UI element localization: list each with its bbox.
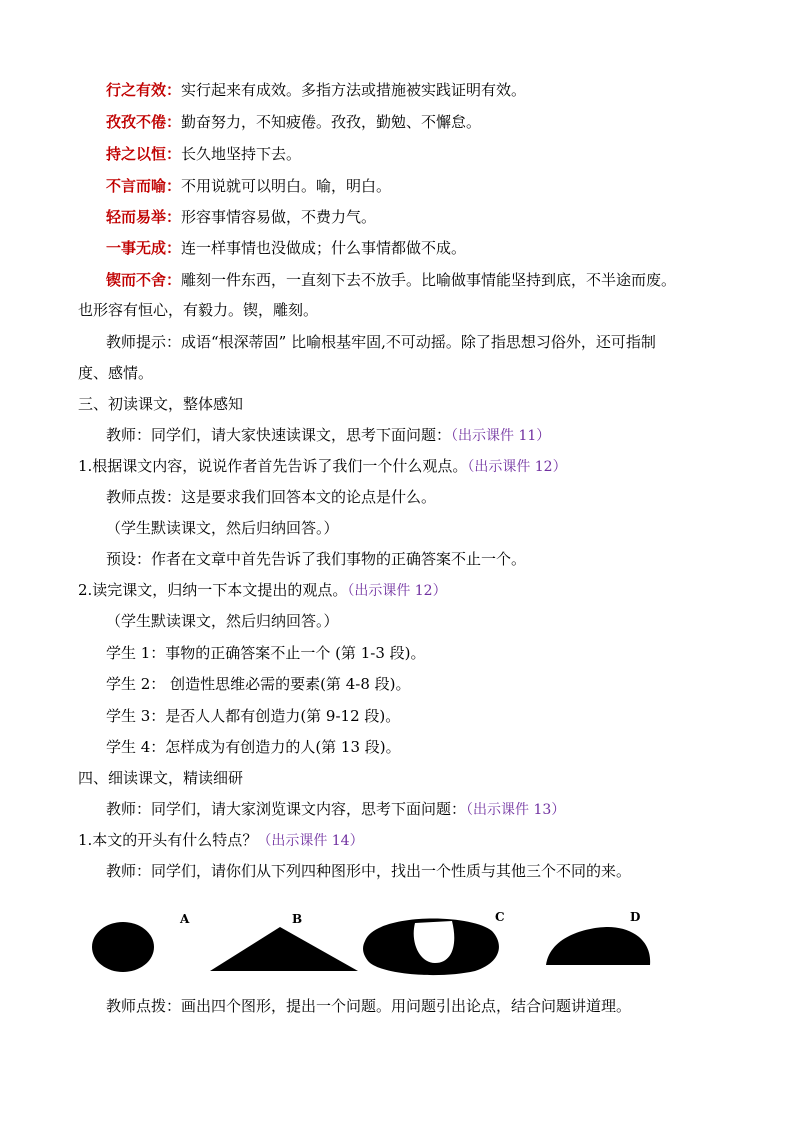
slide-ref: （出示课件 12） — [347, 583, 447, 599]
teacher-point: 教师点拨：画出四个图形，提出一个问题。用问题引出论点，结合问题讲道理。 — [106, 997, 632, 1015]
teacher-tip: 教师提示：成语“根深蒂固” 比喻根基牢固,不可动摇。除了指思想习俗外，还可指制 — [106, 333, 656, 351]
teacher-prompt-text: 教师：同学们，请大家浏览课文内容，思考下面问题： — [106, 800, 467, 818]
section-heading: 三、初读课文，整体感知 — [78, 395, 244, 413]
idiom-desc: 形容事情容易做，不费力气。 — [181, 208, 377, 226]
idiom-term: 轻而易举： — [106, 208, 182, 226]
idiom-desc: 实行起来有成效。多指方法或措施被实践证明有效。 — [181, 81, 527, 99]
preset-answer: 预设：作者在文章中首先告诉了我们事物的正确答案不止一个。 — [106, 550, 527, 568]
question-text: 2.读完课文，归纳一下本文提出的观点。 — [78, 581, 348, 599]
teacher-prompt — [106, 799, 565, 820]
idiom-term: 一事无成： — [106, 239, 182, 257]
slide-ref: （出示课件 14） — [257, 833, 364, 849]
teacher-point: 教师点拨：这是要求我们回答本文的论点是什么。 — [106, 488, 437, 506]
student-answer: 学生 3：是否人人都有创造力(第 9-12 段)。 — [106, 707, 401, 725]
student-answer: 学生 1：事物的正确答案不止一个 (第 1-3 段)。 — [106, 644, 426, 662]
question — [78, 580, 447, 601]
idiom-term: 持之以恒： — [106, 145, 182, 163]
shape-d-label: D — [630, 910, 641, 924]
student-answer: 学生 4：怎样成为有创造力的人(第 13 段)。 — [106, 738, 401, 756]
shape-b-triangle — [210, 927, 358, 971]
student-note: （学生默读课文，然后归纳回答。） — [106, 519, 339, 537]
idiom-line — [106, 207, 376, 227]
idiom-desc-continued: 也形容有恒心，有毅力。锲，雕刻。 — [78, 301, 319, 319]
student-answer: 学生 2： 创造性思维必需的要素(第 4-8 段)。 — [106, 675, 411, 693]
teacher-tip-continued: 度、感情。 — [78, 364, 154, 382]
idiom-term: 不言而喻： — [106, 177, 182, 195]
idiom-desc: 长久地坚持下去。 — [181, 145, 302, 163]
idiom-desc: 连一样事情也没做成；什么事情都做不成。 — [181, 239, 467, 257]
shape-a-label: A — [180, 912, 190, 926]
question-text: 1.根据课文内容，说说作者首先告诉了我们一个什么观点。 — [78, 457, 468, 475]
shape-c-label: C — [495, 910, 505, 924]
idiom-desc: 不用说就可以明白。喻，明白。 — [181, 177, 392, 195]
question — [78, 456, 567, 477]
idiom-desc: 勤奋努力，不知疲倦。孜孜，勤勉、不懈怠。 — [181, 113, 482, 131]
section-heading: 四、细读课文，精读细研 — [78, 769, 244, 787]
idiom-line — [106, 80, 526, 100]
shape-a-ellipse — [92, 922, 154, 972]
idiom-line — [106, 176, 391, 196]
idiom-line — [106, 238, 466, 258]
shape-c-notched-oval — [363, 919, 499, 976]
question-text: 1.本文的开头有什么特点？ — [78, 831, 258, 849]
slide-ref: （出示课件 13） — [466, 802, 566, 818]
idiom-term: 锲而不舍： — [106, 271, 182, 289]
idiom-line — [106, 270, 676, 290]
idiom-term: 孜孜不倦： — [106, 113, 182, 131]
teacher-instruction: 教师：同学们，请你们从下列四种图形中，找出一个性质与其他三个不同的来。 — [106, 862, 632, 880]
question — [78, 830, 364, 851]
four-shapes-figure — [80, 905, 680, 985]
idiom-desc: 雕刻一件东西，一直刻下去不放手。比喻做事情能坚持到底，不半途而废。 — [181, 271, 677, 289]
shape-b-label: B — [292, 912, 303, 926]
slide-ref: （出示课件 11） — [451, 428, 551, 444]
idiom-line — [106, 112, 481, 132]
student-note: （学生默读课文，然后归纳回答。） — [106, 612, 339, 630]
slide-ref: （出示课件 12） — [467, 459, 567, 475]
teacher-prompt — [106, 425, 550, 446]
shape-d-semicircle — [546, 927, 650, 965]
idiom-line — [106, 144, 301, 164]
idiom-term: 行之有效： — [106, 81, 182, 99]
teacher-prompt-text: 教师：同学们，请大家快速读课文，思考下面问题： — [106, 426, 452, 444]
